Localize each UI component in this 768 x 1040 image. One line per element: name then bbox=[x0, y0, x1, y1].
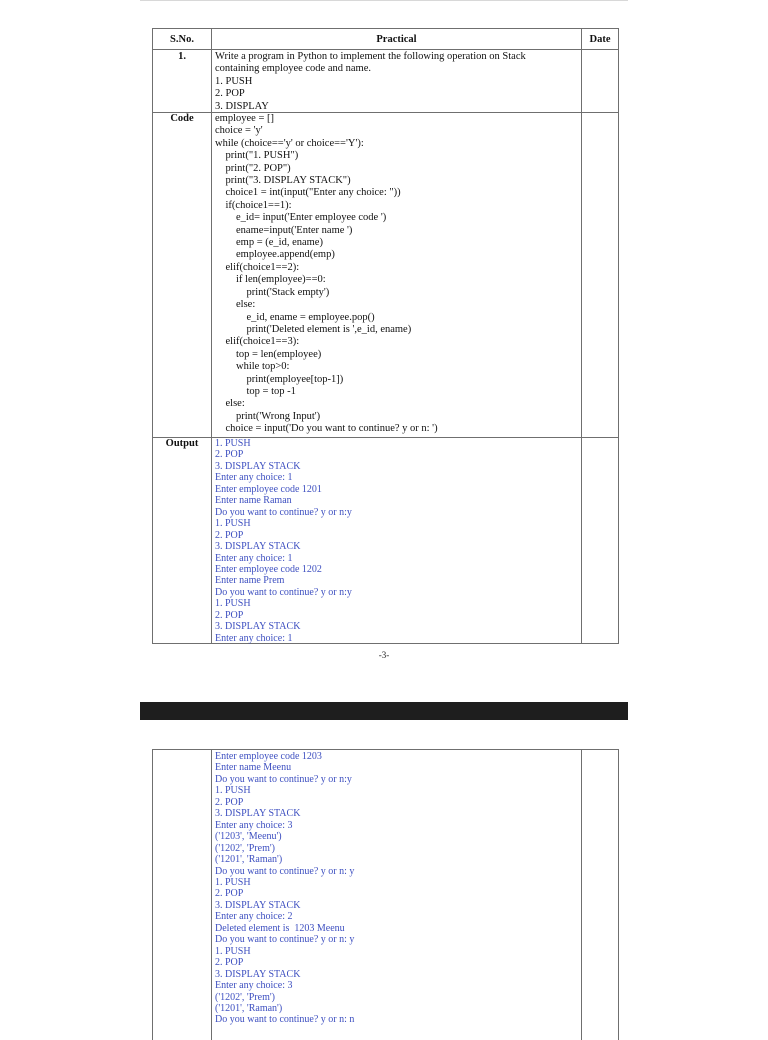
output-line: 2. POP bbox=[215, 529, 244, 541]
question-text bbox=[215, 51, 581, 113]
question-line: Write a program in Python to implement the following operation on Stack bbox=[215, 51, 526, 62]
output-line: 2. POP bbox=[215, 888, 244, 900]
continued-output-cell bbox=[212, 750, 582, 1040]
output-line: 1. PUSH bbox=[215, 598, 251, 610]
code-line: emp = (e_id, ename) bbox=[215, 237, 323, 249]
code-line: else: bbox=[215, 398, 245, 410]
output-line: Do you want to continue? y or n: y bbox=[215, 934, 355, 946]
code-line: else: bbox=[215, 299, 256, 311]
output-line: Enter any choice: 1 bbox=[215, 472, 293, 484]
output-line: 2. POP bbox=[215, 449, 244, 461]
output-line: ('1202', 'Prem') bbox=[215, 991, 275, 1003]
code-line: employee = [] bbox=[215, 113, 274, 124]
output-line: 3. DISPLAY STACK bbox=[215, 808, 301, 820]
output-line: Do you want to continue? y or n:y bbox=[215, 586, 352, 598]
output-line: Do you want to continue? y or n:y bbox=[215, 506, 352, 518]
code-line: while top>0: bbox=[215, 361, 290, 373]
code-line: top = len(employee) bbox=[215, 348, 322, 360]
output-line: Enter any choice: 3 bbox=[215, 980, 293, 992]
output-line: 2. POP bbox=[215, 609, 244, 621]
output-line: 3. DISPLAY STACK bbox=[215, 541, 301, 553]
output-line: 3. DISPLAY STACK bbox=[215, 460, 301, 472]
page-top-edge bbox=[140, 0, 628, 1]
continued-output-listing bbox=[215, 751, 581, 1026]
code-line: choice = 'y' bbox=[215, 125, 263, 137]
output-line: Enter any choice: 3 bbox=[215, 819, 293, 831]
output-line: Do you want to continue? y or n: y bbox=[215, 865, 355, 877]
date-cell-1 bbox=[582, 50, 618, 113]
output-line: Enter name Raman bbox=[215, 495, 292, 507]
code-line: print('Deleted element is ',e_id, ename) bbox=[215, 323, 412, 335]
output-line: Enter employee code 1203 bbox=[215, 751, 322, 762]
question-line: containing employee code and name. bbox=[215, 63, 371, 75]
output-cell bbox=[212, 438, 582, 643]
code-line: elif(choice1==3): bbox=[215, 336, 300, 348]
output-line: ('1201', 'Raman') bbox=[215, 1002, 283, 1014]
output-line: Deleted element is 1203 Meenu bbox=[215, 922, 345, 934]
page-divider-bar bbox=[140, 702, 628, 720]
date-cell-code bbox=[582, 113, 618, 438]
header-date: Date bbox=[582, 29, 618, 50]
code-line: print("2. POP") bbox=[215, 162, 291, 174]
code-line: ename=input('Enter name ') bbox=[215, 224, 353, 236]
output-line: 2. POP bbox=[215, 957, 244, 969]
output-line: 1. PUSH bbox=[215, 876, 251, 888]
code-line: e_id= input('Enter employee code ') bbox=[215, 212, 387, 224]
output-line: Do you want to continue? y or n: n bbox=[215, 1014, 355, 1026]
output-line: ('1201', 'Raman') bbox=[215, 854, 283, 866]
output-line: ('1202', 'Prem') bbox=[215, 842, 275, 854]
question-line: 1. PUSH bbox=[215, 75, 253, 87]
code-cell bbox=[212, 113, 582, 438]
question-line: 3. DISPLAY bbox=[215, 100, 269, 112]
output-line: 3. DISPLAY STACK bbox=[215, 621, 301, 633]
output-line: 2. POP bbox=[215, 796, 244, 808]
practical-question bbox=[212, 50, 582, 113]
code-line: print("1. PUSH") bbox=[215, 150, 299, 162]
output-label: Output bbox=[153, 438, 212, 643]
code-line: print('Wrong Input') bbox=[215, 410, 321, 422]
output-line: Enter employee code 1202 bbox=[215, 563, 322, 575]
header-sno: S.No. bbox=[153, 29, 212, 50]
code-line: e_id, ename = employee.pop() bbox=[215, 311, 375, 323]
practical-table bbox=[152, 28, 619, 644]
code-line: print(employee[top-1]) bbox=[215, 373, 344, 385]
output-line: Enter any choice: 2 bbox=[215, 911, 293, 923]
code-line: while (choice=='y' or choice=='Y'): bbox=[215, 137, 364, 149]
code-listing bbox=[215, 113, 581, 436]
question-line: 2. POP bbox=[215, 88, 245, 100]
output-line: 1. PUSH bbox=[215, 518, 251, 530]
code-line: top = top -1 bbox=[215, 385, 296, 397]
continued-table bbox=[152, 749, 619, 1040]
code-line: choice1 = int(input("Enter any choice: ")) bbox=[215, 187, 401, 199]
continued-date-cell bbox=[582, 750, 618, 1040]
output-line: 3. DISPLAY STACK bbox=[215, 899, 301, 911]
date-cell-output bbox=[582, 438, 618, 643]
output-listing bbox=[215, 438, 581, 644]
output-line: Enter employee code 1201 bbox=[215, 483, 322, 495]
row-sno-1: 1. bbox=[153, 50, 212, 113]
output-line: Enter name Meenu bbox=[215, 762, 292, 774]
continued-sno-cell bbox=[153, 750, 212, 1040]
header-practical: Practical bbox=[212, 29, 582, 50]
output-line: Enter name Prem bbox=[215, 575, 285, 587]
output-line: Enter any choice: 1 bbox=[215, 552, 293, 564]
page-number: -3- bbox=[378, 650, 390, 660]
code-label: Code bbox=[153, 113, 212, 438]
code-line: print('Stack empty') bbox=[215, 286, 330, 298]
code-line: print("3. DISPLAY STACK") bbox=[215, 175, 351, 187]
output-line: 1. PUSH bbox=[215, 438, 251, 449]
output-line: Enter any choice: 1 bbox=[215, 632, 293, 644]
code-line: choice = input('Do you want to continue? y or n: ') bbox=[215, 423, 438, 435]
output-line: ('1203', 'Meenu') bbox=[215, 831, 282, 843]
code-line: employee.append(emp) bbox=[215, 249, 335, 261]
code-line: elif(choice1==2): bbox=[215, 261, 300, 273]
code-line: if len(employee)==0: bbox=[215, 274, 326, 286]
output-line: Do you want to continue? y or n:y bbox=[215, 773, 352, 785]
output-line: 1. PUSH bbox=[215, 945, 251, 957]
output-line: 3. DISPLAY STACK bbox=[215, 968, 301, 980]
output-line: 1. PUSH bbox=[215, 785, 251, 797]
code-line: if(choice1==1): bbox=[215, 199, 292, 211]
